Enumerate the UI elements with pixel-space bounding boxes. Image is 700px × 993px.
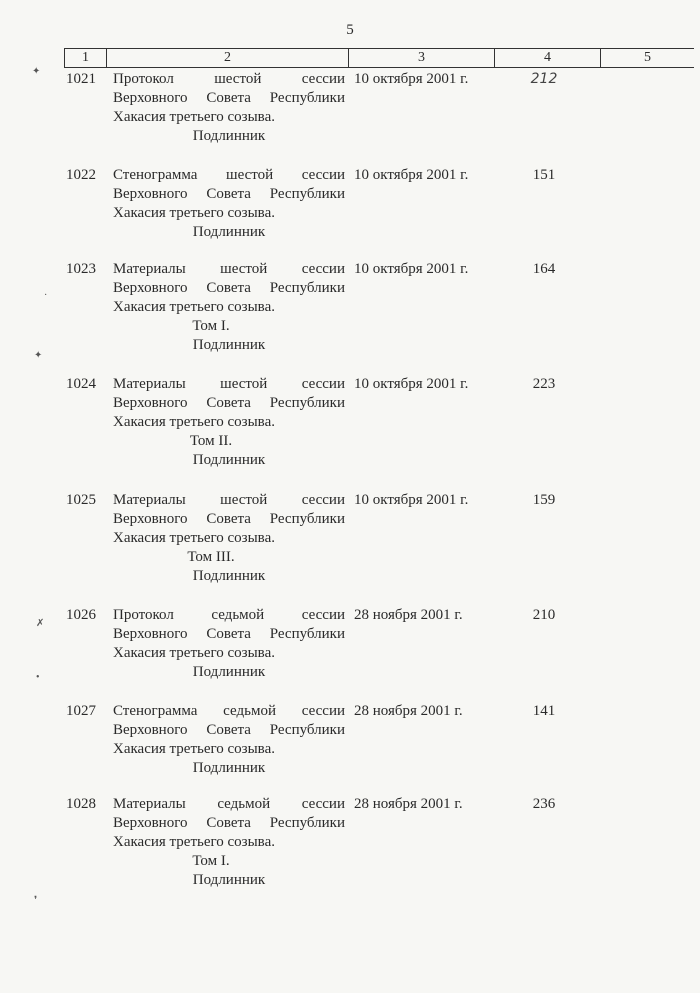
record-title xyxy=(113,795,345,890)
record-sheets: 159 xyxy=(532,492,556,508)
record-1025 xyxy=(64,491,694,591)
record-status: Подлинник xyxy=(192,760,266,776)
record-date: 10 октября 2001 г. xyxy=(354,492,469,508)
column-header-5: 5 xyxy=(600,49,694,67)
record-title-text: Стенограмма седьмой сессии Верховного Совета Республики Хакасия третьего созыва. xyxy=(113,703,345,757)
scan-speck-icon: ✗ xyxy=(36,618,45,629)
record-sheets: 212 xyxy=(530,71,558,87)
record-sheets: 141 xyxy=(532,703,556,719)
record-title-text: Материалы шестой сессии Верховного Совета Республики Хакасия третьего созыва. xyxy=(113,261,345,315)
record-1021 xyxy=(64,70,694,170)
record-1023 xyxy=(64,260,694,360)
column-header-1: 1 xyxy=(64,49,106,67)
record-status: Подлинник xyxy=(192,128,266,144)
column-header-2: 2 xyxy=(106,49,348,67)
scan-speck-icon: • xyxy=(36,672,40,683)
record-number: 1024 xyxy=(66,376,96,392)
record-title xyxy=(113,491,345,586)
scan-speck-icon: ✦ xyxy=(34,350,43,361)
page-number: 5 xyxy=(346,22,354,38)
record-title-text: Стенограмма шестой сессии Верховного Совета Республики Хакасия третьего созыва. xyxy=(113,167,345,221)
record-1022 xyxy=(64,166,694,266)
record-number: 1028 xyxy=(66,796,96,812)
record-volume: Том I. xyxy=(192,318,230,334)
record-title xyxy=(113,166,345,242)
record-number: 1025 xyxy=(66,492,96,508)
scan-speck-icon: · xyxy=(44,290,48,301)
record-1026 xyxy=(64,606,694,706)
record-status: Подлинник xyxy=(192,452,266,468)
record-title xyxy=(113,606,345,682)
record-status: Подлинник xyxy=(192,872,266,888)
record-sheets: 164 xyxy=(532,261,556,277)
record-status: Подлинник xyxy=(192,664,266,680)
record-title xyxy=(113,375,345,470)
record-number: 1027 xyxy=(66,703,96,719)
record-status: Подлинник xyxy=(192,224,266,240)
record-date: 10 октября 2001 г. xyxy=(354,167,469,183)
record-1024 xyxy=(64,375,694,475)
record-date: 10 октября 2001 г. xyxy=(354,71,469,87)
record-number: 1021 xyxy=(66,71,96,87)
record-sheets: 223 xyxy=(532,376,556,392)
record-sheets: 236 xyxy=(532,796,556,812)
record-title-text: Материалы шестой сессии Верховного Совета Республики Хакасия третьего созыва. xyxy=(113,492,345,546)
record-volume: Том I. xyxy=(192,853,230,869)
record-status: Подлинник xyxy=(192,337,266,353)
record-sheets: 210 xyxy=(532,607,556,623)
column-header-4: 4 xyxy=(494,49,600,67)
record-volume: Том II. xyxy=(189,433,233,449)
record-1027 xyxy=(64,702,694,802)
record-number: 1026 xyxy=(66,607,96,623)
record-title xyxy=(113,70,345,146)
record-volume: Том III. xyxy=(187,549,235,565)
record-title-text: Протокол седьмой сессии Верховного Совета Республики Хакасия третьего созыва. xyxy=(113,607,345,661)
record-title xyxy=(113,702,345,778)
table-header xyxy=(64,48,694,68)
record-number: 1022 xyxy=(66,167,96,183)
record-title-text: Протокол шестой сессии Верховного Совета Республики Хакасия третьего созыва. xyxy=(113,71,345,125)
scan-speck-icon: ✦ xyxy=(32,66,41,77)
record-date: 28 ноября 2001 г. xyxy=(354,796,463,812)
record-status: Подлинник xyxy=(192,568,266,584)
record-number: 1023 xyxy=(66,261,96,277)
record-sheets: 151 xyxy=(532,167,556,183)
record-title-text: Материалы шестой сессии Верховного Совета Республики Хакасия третьего созыва. xyxy=(113,376,345,430)
column-header-3: 3 xyxy=(348,49,494,67)
record-1028 xyxy=(64,795,694,905)
record-date: 28 ноября 2001 г. xyxy=(354,607,463,623)
record-title xyxy=(113,260,345,355)
scan-speck-icon: ❜ xyxy=(34,895,38,906)
record-title-text: Материалы седьмой сессии Верховного Совета Республики Хакасия третьего созыва. xyxy=(113,796,345,850)
record-date: 10 октября 2001 г. xyxy=(354,376,469,392)
record-date: 10 октября 2001 г. xyxy=(354,261,469,277)
record-date: 28 ноября 2001 г. xyxy=(354,703,463,719)
